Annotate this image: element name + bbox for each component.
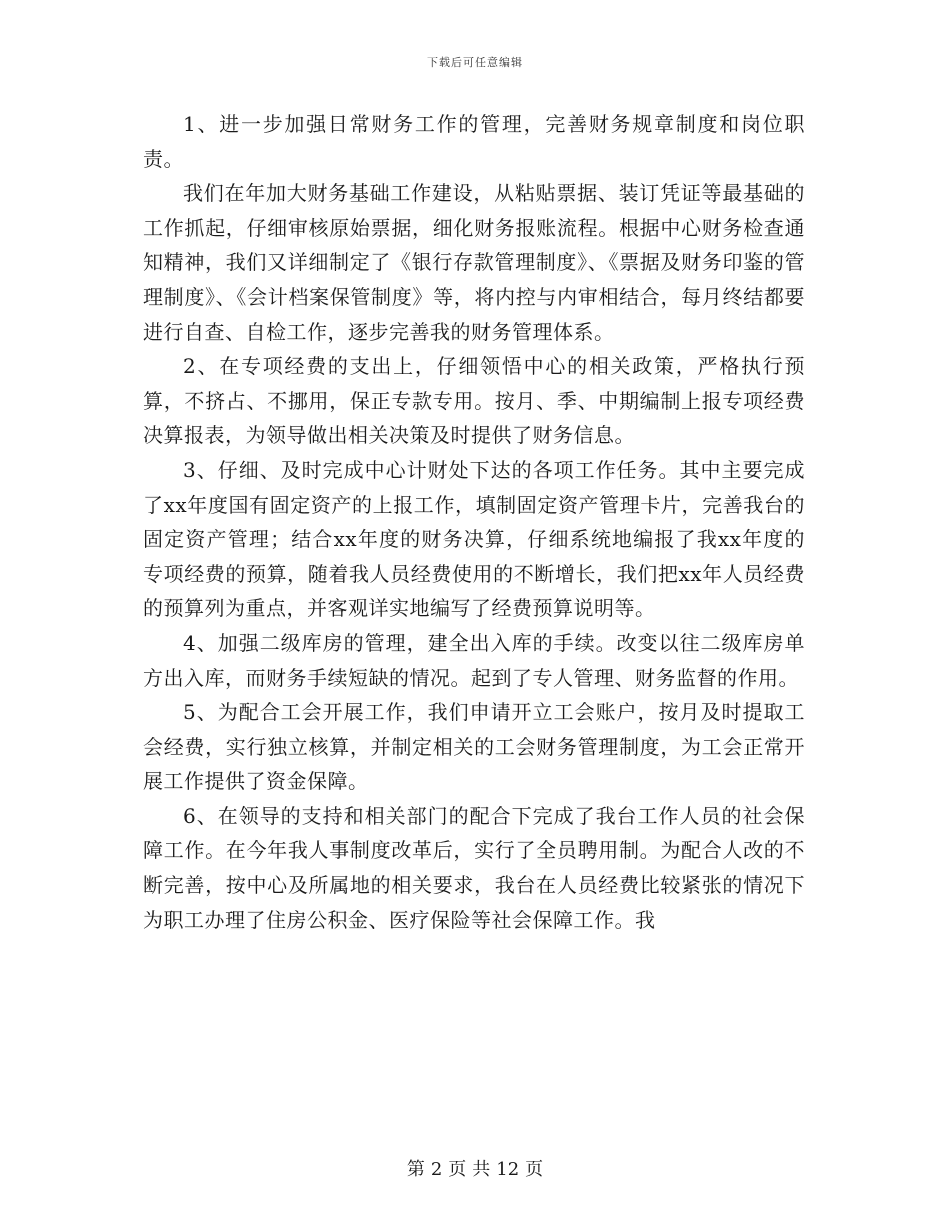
paragraph-7: 6、在领导的支持和相关部门的配合下完成了我台工作人员的社会保障工作。在今年我人事制度改革后，实行了全员聘用制。为配合人改的不断完善，按中心及所属地的相关要求，我台在人员经费比较紧张的情况下为职工办理了住房公积金、医疗保险等社会保障工作。我 — [143, 803, 805, 932]
page-label: 页 — [448, 1159, 467, 1180]
page-suffix: 页 — [525, 1159, 544, 1180]
page-number-footer — [0, 1155, 950, 1181]
paragraph-5: 4、加强二级库房的管理，建全出入库的手续。改变以往二级库房单方出入库，而财务手续短缺的情况。起到了专人管理、财务监督的作用。 — [143, 630, 805, 690]
page-prefix: 第 — [406, 1159, 425, 1180]
current-page-number: 2 — [430, 1159, 443, 1180]
paragraph-2: 我们在年加大财务基础工作建设，从粘贴票据、装订凭证等最基础的工作抓起，仔细审核原始票据，细化财务报账流程。根据中心财务检查通知精神，我们又详细制定了《银行存款管理制度》、《票据及财务印鉴的管理制度》、《会计档案保管制度》等，将内控与内审相结合，每月终结都要进行自查、自检工作，逐步完善我的财务管理体系。 — [143, 181, 805, 344]
document-body — [143, 107, 805, 937]
paragraph-3: 2、在专项经费的支出上，仔细领悟中心的相关政策，严格执行预算，不挤占、不挪用，保正专款专用。按月、季、中期编制上报专项经费决算报表，为领导做出相关决策及时提供了财务信息。 — [143, 354, 805, 448]
total-page-number: 12 — [496, 1159, 520, 1180]
paragraph-1: 1、进一步加强日常财务工作的管理，完善财务规章制度和岗位职责。 — [143, 112, 805, 171]
page-header-note: 下载后可任意编辑 — [427, 56, 523, 69]
paragraph-6: 5、为配合工会开展工作，我们申请开立工会账户，按月及时提取工会经费，实行独立核算，并制定相关的工会财务管理制度，为工会正常开展工作提供了资金保障。 — [143, 700, 805, 794]
total-label: 共 — [472, 1159, 491, 1180]
paragraph-4: 3、仔细、及时完成中心计财处下达的各项工作任务。其中主要完成了xx年度国有固定资产的上报工作，填制固定资产管理卡片，完善我台的固定资产管理；结合xx年度的财务决算，仔细系统地编报了我xx年度的专项经费的预算，随着我人员经费使用的不断增长，我们把xx年人员经费的预算列为重点，并客观详实地编写了经费预算说明等。 — [143, 457, 805, 621]
